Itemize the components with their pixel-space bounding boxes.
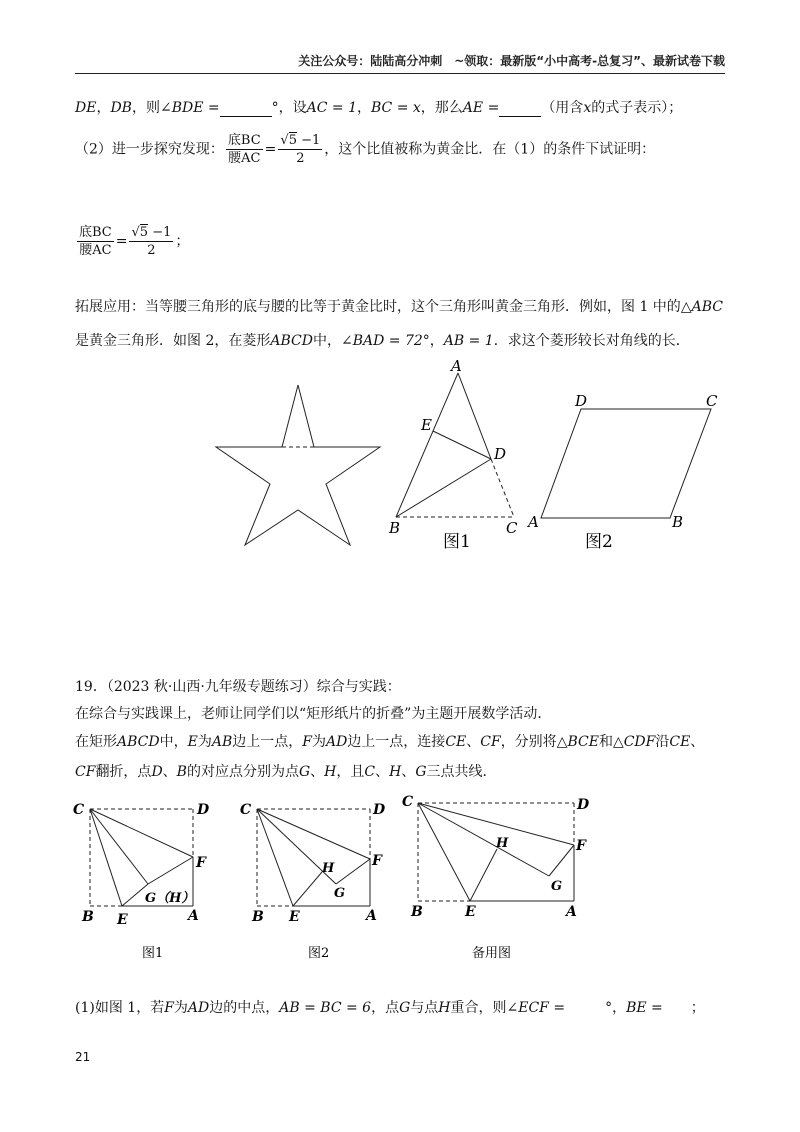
side-ab <box>396 373 458 517</box>
star-figure <box>216 385 380 545</box>
text: 为 <box>311 734 326 750</box>
text: ， <box>429 333 444 349</box>
frac-den: 2 <box>296 151 305 166</box>
fig3-caption: 备用图 <box>472 946 512 961</box>
math: F <box>302 734 312 750</box>
side-ad <box>458 373 491 459</box>
label-A: A <box>528 513 539 531</box>
math: E <box>187 734 198 750</box>
text: （用含 <box>541 100 584 116</box>
rhombus-abcd: ABCD <box>270 333 313 349</box>
fig1-caption: 图1 <box>142 946 164 961</box>
math: CE <box>445 734 467 750</box>
angle-bad: ∠BAD = 72° <box>340 333 430 349</box>
text: 三点共线． <box>426 764 497 780</box>
angle-ecf: ∠ECF = <box>506 1000 566 1016</box>
label-D: D <box>575 392 588 410</box>
label-H: H <box>322 861 335 876</box>
label-A: A <box>188 908 199 924</box>
label-C: C <box>73 802 85 818</box>
fig2-caption: 图2 <box>308 946 330 961</box>
frac-num-rest: −1 <box>148 225 172 240</box>
label-C: C <box>706 392 718 410</box>
math: F <box>164 1000 174 1016</box>
label-E: E <box>421 416 432 434</box>
sqrt-radicand: 5 <box>139 225 149 240</box>
q18-line3 <box>75 224 189 259</box>
math: CF <box>75 764 96 780</box>
q18-line1 <box>75 97 682 117</box>
side-dc-dashed <box>491 459 514 517</box>
q18-figures <box>0 355 800 595</box>
text: 与点 <box>410 1000 439 1016</box>
text: ．求这个菱形较长对角线的长． <box>493 333 690 349</box>
star-outline <box>216 385 380 545</box>
seg-fg <box>336 859 370 884</box>
fold-cf <box>90 809 193 857</box>
text: ， <box>357 100 371 116</box>
answer-space-angle <box>565 1000 605 1016</box>
q18-line5 <box>75 330 690 350</box>
seg-eh <box>470 849 497 901</box>
text: 、 <box>401 764 416 780</box>
math: ABCD <box>117 734 160 750</box>
math: △BCE <box>556 734 599 750</box>
label-A: A <box>451 357 462 375</box>
header-rule <box>75 73 725 74</box>
text: 边上一点，连接 <box>347 734 446 750</box>
text: ，点 <box>371 1000 400 1016</box>
label-D: D <box>197 802 210 818</box>
frac-num: 底BC <box>79 225 112 240</box>
eq-be: BE = <box>626 1000 663 1016</box>
seg-eh <box>293 872 322 906</box>
seg-fg <box>549 845 574 876</box>
label-E: E <box>289 909 300 925</box>
text: 沿 <box>655 734 670 750</box>
text: (1)如图 1，若 <box>75 1000 165 1016</box>
frac-den: 腰AC <box>79 243 112 258</box>
label-A: A <box>366 908 377 924</box>
label-A: A <box>566 904 577 920</box>
text: 为 <box>173 1000 188 1016</box>
label-B: B <box>672 513 684 531</box>
seg-bd <box>396 459 491 517</box>
q18-line2 <box>75 132 655 167</box>
text: 、 <box>690 734 705 750</box>
sqrt-radicand: 5 <box>288 133 297 148</box>
text: ，则 <box>131 100 160 116</box>
math: H <box>324 764 337 780</box>
fold-ce <box>90 809 122 906</box>
answer-blank-ae <box>499 100 541 117</box>
ratio-fraction <box>226 132 263 167</box>
label-B: B <box>82 909 94 925</box>
label-B: B <box>252 909 264 925</box>
math: AD <box>187 1000 210 1016</box>
label-B: B <box>411 904 423 920</box>
var-x: x <box>583 100 592 116</box>
q19-title: 19．（2023 秋·山西·九年级专题练习）综合与实践： <box>75 679 401 695</box>
label-F: F <box>372 853 382 869</box>
eq-bc: BC = x <box>371 100 421 116</box>
text: °， <box>605 1000 627 1016</box>
text: ，分别将 <box>500 734 557 750</box>
math: H <box>438 1000 451 1016</box>
text: ； <box>690 1000 705 1016</box>
math: AB = BC = 6 <box>279 1000 372 1016</box>
math: G <box>415 764 427 780</box>
text: 、 <box>310 764 325 780</box>
frac-num: √5 −1 <box>280 133 321 148</box>
label-C: C <box>402 794 414 810</box>
text: 是黄金三角形．如图 2，在菱形 <box>75 333 271 349</box>
label-C: C <box>506 519 518 537</box>
ratio-fraction <box>77 224 114 259</box>
label-C: C <box>240 802 252 818</box>
math: G <box>298 764 311 780</box>
fold-ce <box>257 809 293 906</box>
label-D: D <box>373 802 386 818</box>
fold-cf <box>257 809 370 859</box>
text: °，设 <box>271 100 307 116</box>
page-number: 21 <box>75 1050 91 1064</box>
rhombus-figure <box>541 409 711 518</box>
text: 边上一点， <box>232 734 303 750</box>
q19-line3 <box>75 731 704 751</box>
label-E: E <box>465 904 476 920</box>
seg-DB: DB <box>110 100 132 116</box>
text: 的式子表示）； <box>591 100 683 116</box>
math: △CDF <box>612 734 656 750</box>
label-E: E <box>117 912 128 928</box>
text: 拓展应用：当等腰三角形的底与腰的比等于黄金比时，这个三角形叫黄金三角形．例如，图 1 中的 <box>75 299 681 315</box>
text: 、 <box>466 734 481 750</box>
frac-den: 2 <box>147 243 156 258</box>
q18-line4 <box>75 296 723 316</box>
frac-den: 腰AC <box>228 151 261 166</box>
triangle-abc: △ABC <box>680 299 723 315</box>
text: 翻折，点 <box>95 764 152 780</box>
text: 和 <box>598 734 613 750</box>
golden-value-fraction <box>278 132 322 167</box>
text: 边的中点， <box>209 1000 280 1016</box>
math: G <box>399 1000 411 1016</box>
frac-num: 底BC <box>227 133 261 148</box>
eq-ab: AB = 1 <box>443 333 494 349</box>
text: 重合，则 <box>450 1000 507 1016</box>
q19-fig2 <box>257 809 370 906</box>
label-G: G <box>551 879 563 894</box>
text: 在矩形 <box>75 734 117 750</box>
seg-DE: DE <box>75 100 97 116</box>
label-D: D <box>494 445 507 463</box>
seg-cg <box>90 809 148 884</box>
equals: = <box>264 141 277 158</box>
label-GH: G（H） <box>145 891 195 906</box>
fig2-caption: 图2 <box>585 532 613 552</box>
eq-ae: AE = <box>462 100 500 116</box>
math: H <box>389 764 402 780</box>
text: 的对应点分别为点 <box>186 764 299 780</box>
text: ； <box>175 233 190 250</box>
frac-num: √5 −1 <box>131 225 172 240</box>
q19-line4 <box>75 761 497 781</box>
label-H: H <box>496 836 509 851</box>
q19-line2: 在综合与实践课上，老师让同学们以“矩形纸片的折叠”为主题开展数学活动． <box>75 706 552 722</box>
label-D: D <box>577 797 590 813</box>
frac-num-rest: −1 <box>296 133 321 148</box>
text: ，那么 <box>420 100 463 116</box>
q19-figures <box>0 790 800 970</box>
text: 为 <box>197 734 212 750</box>
text: 中， <box>312 333 341 349</box>
math: AD <box>325 734 348 750</box>
math: C <box>364 764 376 780</box>
angle-BDE: ∠BDE = <box>159 100 220 116</box>
label-B: B <box>389 519 401 537</box>
answer-blank-angle <box>220 100 272 117</box>
fig1-caption: 图1 <box>443 532 471 552</box>
seg-fg <box>148 857 193 884</box>
q19-part1 <box>75 997 705 1017</box>
answer-space-be <box>663 1000 691 1016</box>
text: （2）进一步探究发现： <box>75 141 224 158</box>
label-F: F <box>576 838 586 854</box>
equals: = <box>115 233 128 250</box>
text: 、 <box>162 764 177 780</box>
math: CE <box>669 734 691 750</box>
label-F: F <box>196 855 206 871</box>
text: ，这个比值被称为黄金比．在（1）的条件下试证明： <box>324 141 656 158</box>
math: CF <box>480 734 501 750</box>
eq-ac: AC = 1 <box>306 100 357 116</box>
text: 中， <box>159 734 188 750</box>
math: AB <box>211 734 233 750</box>
text: ，且 <box>336 764 365 780</box>
text: ， <box>96 100 111 116</box>
page-header: 关注公众号：陆陆高分冲刺 ~领取：最新版“小中高考-总复习”、最新试卷下载 <box>298 54 725 68</box>
math: B <box>176 764 187 780</box>
label-G: G <box>334 886 346 901</box>
math: D <box>151 764 163 780</box>
text: 、 <box>375 764 390 780</box>
golden-value-fraction <box>129 224 173 259</box>
